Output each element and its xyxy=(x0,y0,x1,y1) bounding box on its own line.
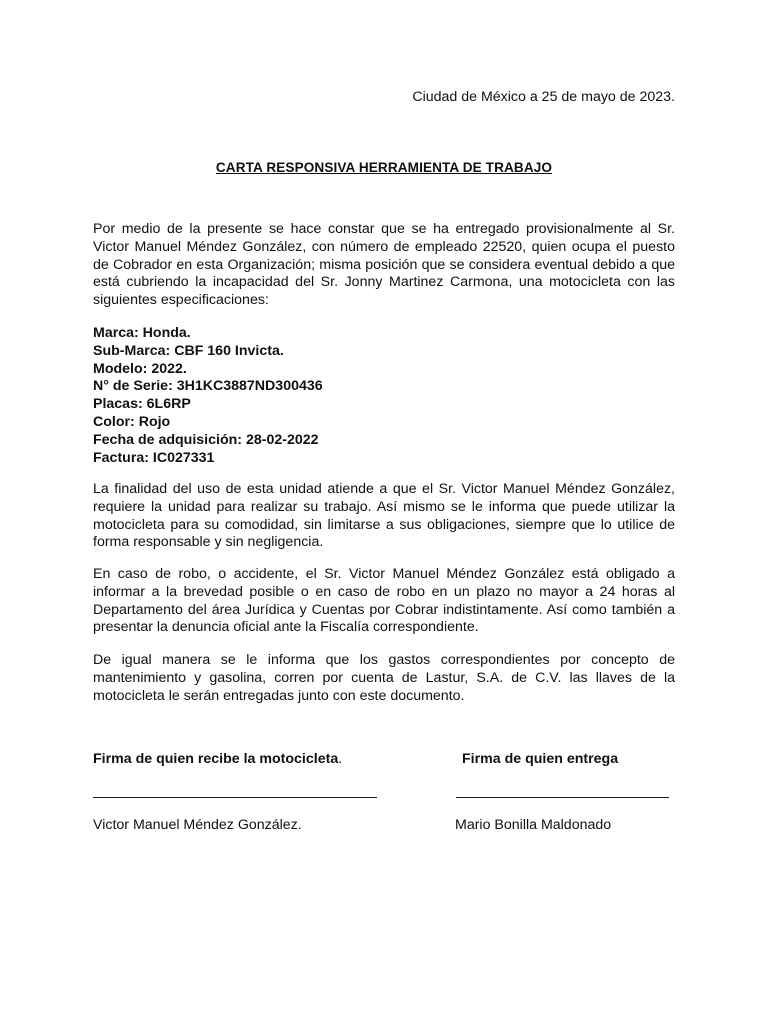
theft-paragraph: En caso de robo, o accidente, el Sr. Victor Manuel Méndez González está obligado a informar a la brevedad posible o en caso de robo en un plazo no mayor a 24 horas al Departamento del área Jurídica y Cuentas por Cobrar indistintamente. Así como también a presentar la denuncia oficial ante la Fiscalía correspondiente. xyxy=(93,566,675,636)
receiver-signature-block xyxy=(93,751,342,767)
spec-invoice: Factura: IC027331 xyxy=(93,449,215,466)
receiver-name: Victor Manuel Méndez González. xyxy=(93,817,302,833)
spec-brand: Marca: Honda. xyxy=(93,325,191,341)
spec-color: Color: Rojo xyxy=(93,413,171,430)
spec-sub-brand: Sub-Marca: CBF 160 Invicta. xyxy=(93,342,284,359)
receiver-signature-title-period: . xyxy=(338,751,343,767)
date-line: Ciudad de México a 25 de mayo de 2023. xyxy=(412,89,675,105)
receiver-signature-title-text: Firma de quien recibe la motocicleta xyxy=(93,751,339,767)
spec-acquisition-date: Fecha de adquisición: 28-02-2022 xyxy=(93,431,319,448)
deliverer-signature-block xyxy=(462,751,618,767)
purpose-paragraph: La finalidad del uso de esta unidad atiende a que el Sr. Victor Manuel Méndez González, requiere la unidad para realizar su trabajo. Así mismo se le informa que puede utilizar la motocicleta para su comodidad, sin limitarse a sus obligaciones, siempre que lo utilice de forma responsable y sin negligencia. xyxy=(93,481,675,551)
receiver-signature-title xyxy=(93,751,342,767)
spec-model: Modelo: 2022. xyxy=(93,360,187,377)
deliverer-signature-line xyxy=(456,797,669,798)
spec-plates: Placas: 6L6RP xyxy=(93,396,191,413)
document-title: CARTA RESPONSIVA HERRAMIENTA DE TRABAJO xyxy=(215,160,553,175)
deliverer-signature-title: Firma de quien entrega xyxy=(462,751,619,767)
motorcycle-specifications xyxy=(93,325,323,467)
spec-serial-number: N° de Serie: 3H1KC3887ND300436 xyxy=(93,378,323,395)
deliverer-name: Mario Bonilla Maldonado xyxy=(455,817,612,833)
costs-paragraph: De igual manera se le informa que los gastos correspondientes por concepto de mantenimiento y gasolina, corren por cuenta de Lastur, S.A. de C.V. las llaves de la motocicleta le serán entregadas junto con este documento. xyxy=(93,652,675,704)
intro-paragraph: Por medio de la presente se hace constar que se ha entregado provisionalmente al Sr. Victor Manuel Méndez González, con número de empleado 22520, quien ocupa el puesto de Cobrador en esta Organización; misma posición que se considera eventual debido a que está cubriendo la incapacidad del Sr. Jonny Martinez Carmona, una motocicleta con las siguientes especificaciones: xyxy=(93,221,675,309)
receiver-signature-line xyxy=(93,797,377,798)
